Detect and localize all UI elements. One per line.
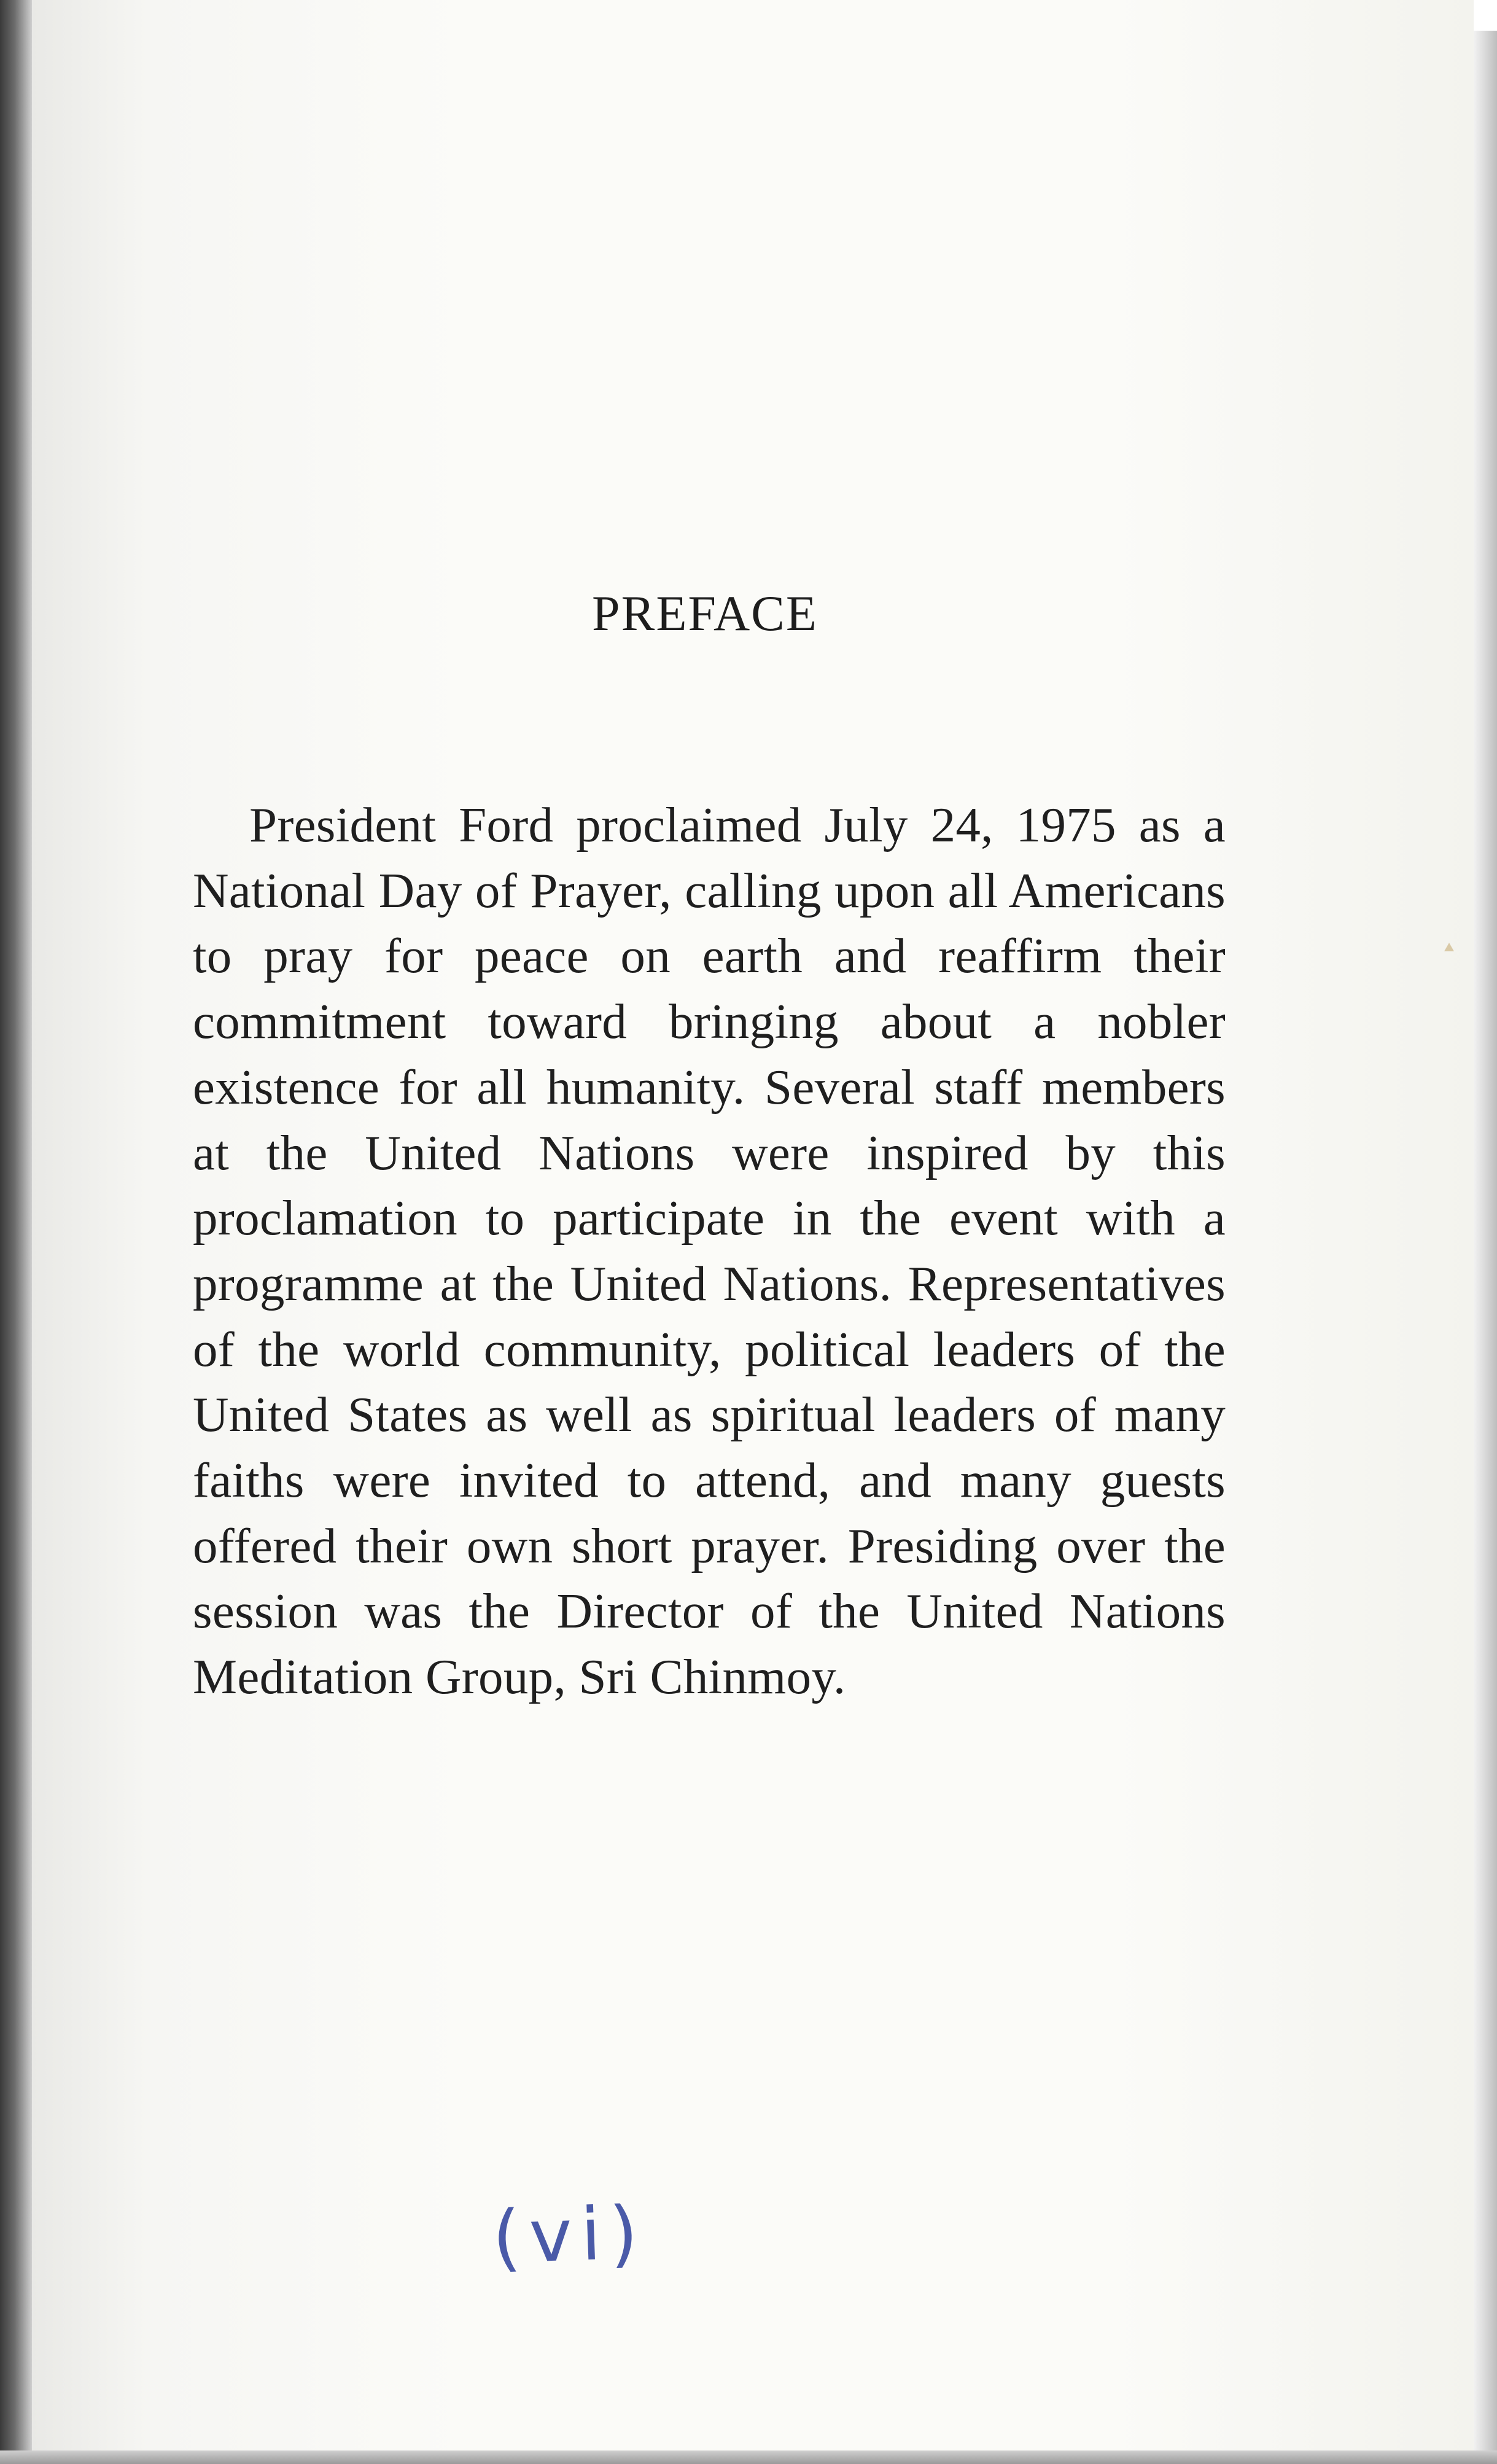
handwritten-page-number: (vi) — [491, 2189, 648, 2280]
page-title: PREFACE — [592, 585, 818, 641]
paper-speck — [1444, 943, 1454, 951]
bleed-through-text — [185, 18, 1229, 221]
preface-paragraph: President Ford proclaimed July 24, 1975 as a National Day of Prayer, calling upon all Americans to pray for peace on earth and reaffirm their commitment toward bringing about a nobler existence for all humanity. Several staff members at the United Nations were inspired by this proclamation to participate in the event with a programme at the United Nations. Representatives of the world community, political leaders of the United States as well as spiritual leaders of many faiths were invited to attend, and many guests offered their own short prayer. Presiding over the session was the Director of the United Nations Meditation Group, Sri Chinmoy. — [193, 797, 1226, 1705]
bleed-through-line — [185, 18, 1229, 86]
book-page — [32, 0, 1474, 2450]
scan-right-edge — [1474, 31, 1497, 2450]
scan-left-edge — [0, 0, 32, 2450]
scan-bottom-edge — [0, 2450, 1497, 2464]
